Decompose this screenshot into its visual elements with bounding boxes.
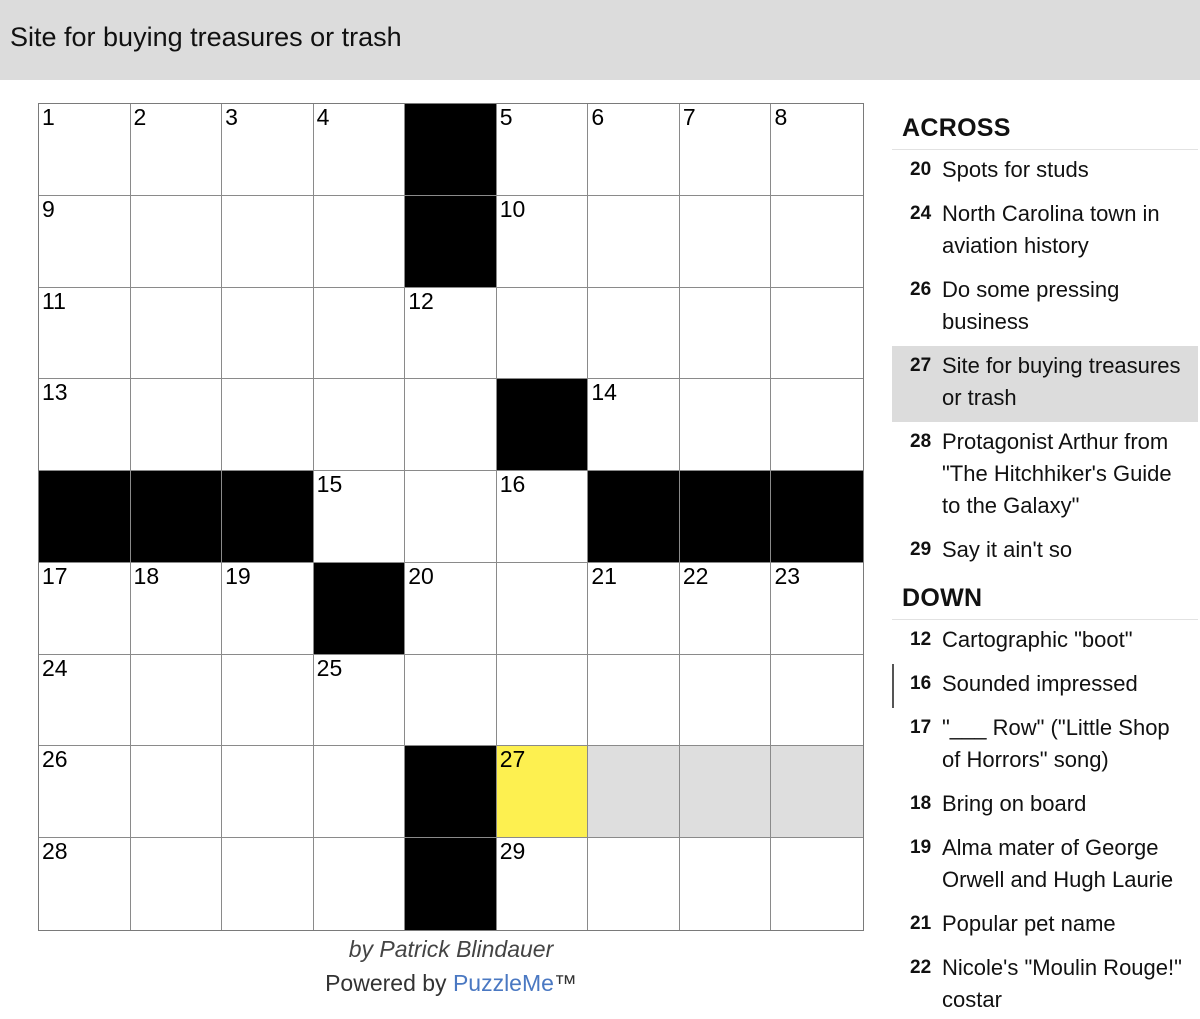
grid-cell[interactable] [771, 379, 863, 471]
grid-cell[interactable] [771, 563, 863, 655]
cell-number: 18 [133, 562, 160, 589]
grid-cell[interactable] [680, 104, 772, 196]
grid-cell[interactable] [39, 746, 131, 838]
grid-cell[interactable] [39, 563, 131, 655]
clue-number: 28 [910, 431, 932, 452]
grid-cell[interactable] [131, 288, 223, 380]
cell-number: 12 [408, 287, 434, 314]
clue-number: 12 [910, 629, 932, 650]
clue-list-panel[interactable] [892, 104, 1198, 1019]
grid-cell[interactable] [405, 288, 497, 380]
cell-number: 29 [499, 838, 526, 865]
current-clue-bar [0, 0, 1200, 80]
black-cell [405, 104, 497, 196]
cell-number: 20 [408, 562, 434, 589]
grid-cell[interactable] [222, 196, 314, 288]
across-heading: ACROSS [892, 104, 1198, 150]
grid-cell[interactable] [314, 288, 406, 380]
grid-cell-highlighted[interactable] [680, 746, 772, 838]
across-clue-27[interactable] [892, 346, 1198, 422]
cell-number: 26 [42, 746, 68, 773]
across-clue-20[interactable] [892, 150, 1198, 194]
grid-cell[interactable] [771, 838, 863, 930]
clue-number: 17 [910, 717, 932, 738]
black-cell [405, 196, 497, 288]
across-clue-26[interactable] [892, 270, 1198, 346]
clue-number: 18 [910, 793, 932, 814]
across-clue-29[interactable] [892, 530, 1198, 574]
clue-text: Bring on board [942, 791, 1087, 816]
down-clue-list [892, 620, 1198, 1019]
grid-cell[interactable] [314, 471, 406, 563]
down-clue-22[interactable] [892, 948, 1198, 1019]
down-heading: DOWN [892, 574, 1198, 620]
cell-number: 8 [774, 104, 788, 130]
grid-cell[interactable] [314, 379, 406, 471]
grid-cell[interactable] [131, 379, 223, 471]
grid-cell[interactable] [497, 563, 589, 655]
grid-cell[interactable] [405, 563, 497, 655]
cell-number: 17 [42, 562, 68, 589]
down-clue-17[interactable] [892, 708, 1198, 784]
down-clue-12[interactable] [892, 620, 1198, 664]
grid-cell[interactable] [222, 655, 314, 747]
cell-number: 13 [42, 379, 68, 406]
grid-cell[interactable] [222, 746, 314, 838]
grid-cell[interactable] [222, 379, 314, 471]
black-cell [131, 471, 223, 563]
clue-text: North Carolina town in aviation history [942, 201, 1160, 258]
cell-number: 9 [42, 195, 55, 222]
trademark-symbol: ™ [553, 970, 577, 996]
black-cell [680, 471, 772, 563]
grid-cell[interactable] [680, 288, 772, 380]
grid-cell[interactable] [314, 746, 406, 838]
grid-cell[interactable] [39, 196, 131, 288]
grid-cell[interactable] [588, 196, 680, 288]
grid-cell[interactable] [405, 471, 497, 563]
grid-cell[interactable] [588, 838, 680, 930]
grid-cell[interactable] [771, 655, 863, 747]
cell-number: 5 [499, 104, 513, 130]
grid-cell[interactable] [39, 838, 131, 930]
clue-text: Protagonist Arthur from "The Hitchhiker's Guide to the Galaxy" [942, 429, 1172, 518]
clue-number: 19 [910, 837, 932, 858]
clue-text: Spots for studs [942, 157, 1089, 182]
across-clue-24[interactable] [892, 194, 1198, 270]
clue-number: 26 [910, 279, 932, 300]
grid-cell[interactable] [588, 288, 680, 380]
grid-cell[interactable] [314, 655, 406, 747]
down-clue-16[interactable] [892, 664, 1198, 708]
black-cell [588, 471, 680, 563]
grid-cell[interactable] [222, 838, 314, 930]
grid-cell[interactable] [314, 838, 406, 930]
cell-number: 11 [42, 287, 66, 314]
puzzleme-link[interactable]: PuzzleMe [452, 970, 554, 996]
grid-cell[interactable] [222, 288, 314, 380]
grid-cell[interactable] [497, 838, 589, 930]
grid-cell[interactable] [131, 838, 223, 930]
clue-number: 22 [910, 957, 932, 978]
grid-cell[interactable] [131, 196, 223, 288]
grid-cell[interactable] [131, 655, 223, 747]
black-cell [771, 471, 863, 563]
grid-cell[interactable] [771, 104, 863, 196]
grid-cell[interactable] [222, 563, 314, 655]
grid-cell[interactable] [680, 655, 772, 747]
grid-cell[interactable] [680, 196, 772, 288]
clue-number: 24 [910, 203, 932, 224]
cell-number: 28 [42, 838, 68, 865]
down-clue-18[interactable] [892, 784, 1198, 828]
grid-cell[interactable] [588, 563, 680, 655]
clue-text: Cartographic "boot" [942, 627, 1133, 652]
grid-cell[interactable] [405, 655, 497, 747]
across-clue-list [892, 150, 1198, 574]
clue-number: 16 [910, 673, 932, 694]
clue-text: Sounded impressed [942, 671, 1138, 696]
grid-cell[interactable] [588, 379, 680, 471]
black-cell [405, 746, 497, 838]
cell-number: 1 [42, 104, 55, 130]
cell-number: 19 [225, 562, 251, 589]
grid-cell[interactable] [39, 104, 131, 196]
grid-cell[interactable] [588, 655, 680, 747]
grid-cell[interactable] [771, 288, 863, 380]
clue-text: Say it ain't so [942, 537, 1073, 562]
grid-cell[interactable] [314, 196, 406, 288]
down-clue-21[interactable] [892, 904, 1198, 948]
author-byline: by Patrick Blindauer [348, 936, 554, 962]
grid-cell[interactable] [771, 196, 863, 288]
grid-cell[interactable] [680, 379, 772, 471]
grid-cell[interactable] [588, 104, 680, 196]
crossword-grid [38, 103, 864, 931]
black-cell [497, 379, 589, 471]
grid-cell[interactable] [680, 838, 772, 930]
grid-cell[interactable] [39, 379, 131, 471]
cell-number: 10 [499, 195, 526, 222]
cell-number: 6 [591, 104, 605, 130]
cell-number: 7 [682, 104, 696, 130]
grid-cell[interactable] [314, 104, 406, 196]
clue-text: Nicole's "Moulin Rouge!" costar [942, 955, 1182, 1012]
grid-cell[interactable] [131, 104, 223, 196]
grid-cell[interactable] [131, 746, 223, 838]
current-clue-text: Site for buying treasures or trash [10, 22, 402, 52]
grid-cell-selected[interactable] [497, 746, 589, 838]
clue-text: "___ Row" ("Little Shop of Horrors" song) [942, 715, 1170, 772]
grid-cell[interactable] [680, 563, 772, 655]
clue-number: 21 [910, 913, 932, 934]
cell-number: 21 [591, 562, 617, 589]
grid-cell[interactable] [497, 104, 589, 196]
powered-by [38, 970, 864, 997]
grid-cell[interactable] [131, 563, 223, 655]
cell-number: 4 [316, 104, 330, 130]
cell-number: 27 [499, 746, 526, 773]
cell-number: 22 [682, 562, 709, 589]
cell-number: 15 [316, 471, 343, 498]
grid-cell[interactable] [497, 196, 589, 288]
grid-cell[interactable] [497, 655, 589, 747]
grid-cell[interactable] [405, 379, 497, 471]
across-clue-28[interactable] [892, 422, 1198, 530]
grid-cell-highlighted[interactable] [771, 746, 863, 838]
grid-cell[interactable] [497, 471, 589, 563]
clue-text: Site for buying treasures or trash [942, 353, 1181, 410]
down-clue-19[interactable] [892, 828, 1198, 904]
cell-number: 14 [591, 379, 617, 406]
grid-cell[interactable] [39, 655, 131, 747]
cell-number: 2 [133, 104, 147, 130]
clue-number: 29 [910, 539, 932, 560]
cell-number: 16 [499, 471, 526, 498]
cell-number: 23 [774, 562, 801, 589]
black-cell [405, 838, 497, 930]
clue-text: Do some pressing business [942, 277, 1120, 334]
black-cell [39, 471, 131, 563]
black-cell [314, 563, 406, 655]
clue-number: 20 [910, 159, 932, 180]
cell-number: 3 [225, 104, 238, 130]
grid-cell[interactable] [39, 288, 131, 380]
cell-number: 24 [42, 654, 68, 681]
powered-by-prefix: Powered by [325, 970, 453, 996]
clue-number: 27 [910, 355, 932, 376]
clue-text: Popular pet name [942, 911, 1116, 936]
cell-number: 25 [316, 654, 343, 681]
grid-cell[interactable] [222, 104, 314, 196]
clue-text: Alma mater of George Orwell and Hugh Laurie [942, 835, 1174, 892]
black-cell [222, 471, 314, 563]
grid-cell-highlighted[interactable] [588, 746, 680, 838]
grid-cell[interactable] [497, 288, 589, 380]
